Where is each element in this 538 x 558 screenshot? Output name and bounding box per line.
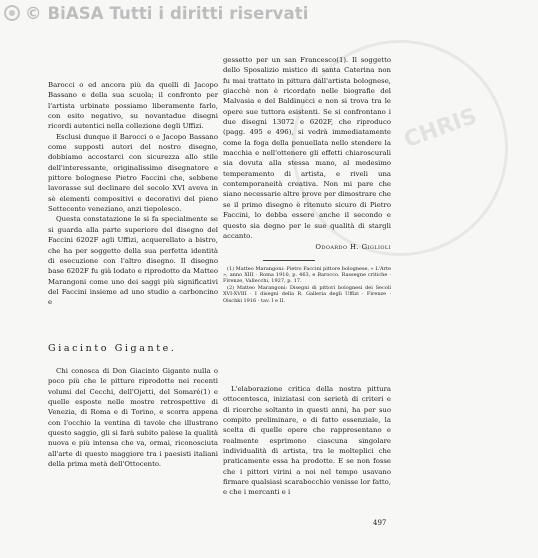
- seal-text: CHRIS: [400, 103, 481, 154]
- left-column-top: [48, 80, 218, 308]
- paragraph: L'elaborazione critica della nostra pittura ottocentesca, iniziatasi con serietà di criteri e di ricerche soltanto in questi anni, ha per suo compito preliminare, e di fatto essenziale, la scelta di quelle opere che rappresentano e realmente esprimono ciascuna singolare individualità di artista, tra le molteplici che praticamente essa ha prodotte. E se non fosse che i pittori virini a noi nel tempo usavano firmare qualsiasi scarabocchio venisse lor fatto, e che i mercanti e i: [223, 385, 391, 497]
- left-column-bottom: [48, 366, 218, 469]
- footnote: (2) Matteo Marangoni: Disegni di pittori bolognesi dei Secoli XVI-XVIII · I disegni della R. Galleria degli Uffizi · Firenze · Olschki 1916 · tav. I e II.: [223, 284, 391, 304]
- biasa-logo-icon: [4, 5, 20, 21]
- right-column-bottom: [223, 384, 391, 498]
- paragraph: Esclusi dunque il Barocci o e Jacopo Bassano come supposti autori del nostro disegno, dobbiamo accostarci con sicurezza allo stile dell'interessante, originalissimo disegnatore e pittore bolognese Pietro Faccini che, sebbene lavorasse sul declinare del secolo XVI aveva in sè elementi compositivi e decorativi del pieno Settecento veneziano, anzi tiepolesco.: [48, 132, 218, 214]
- paragraph: Barocci o ed ancora più da quelli di Jacopo Bassano e della sua scuola; il confronto per l'artista urbinate possiamo liberamente farlo, con esito negativo, su novantadue disegni ricordi autentici nella collezione degli Uffizi.: [48, 81, 218, 131]
- right-column-top: [223, 55, 391, 304]
- section-heading: Giacinto Gigante.: [48, 343, 177, 354]
- page-number: 497: [373, 519, 387, 527]
- paragraph: gessetto per un san Francesco(1). Il soggetto dello Sposalizio mistico di santa Caterina non fu mai trattato in pittura dall'artista bolognese, giacchè non è ricordato nelle biografie del Malvasia e del Baldinucci e non si trova tra le opere sue tuttora esistenti. Se si confrontano i due disegni 13072 e 6202F, che riproduco (pagg. 495 e 496), si vedrà immediatamente come la foga della penuellata nello stendere la macchia e nell'ottenere gli effetti chiaroscurali sia dovuta alla stessa mano, al medesimo temperamento di artista, e riveli una contemporaneità creativa. Non mi pare che siano necessarie altre prove per dimostrare che se il primo disegno è ritenuto sicuro di Pietro Faccini, lo debba essere anche il secondo e questo sia degno per le sue qualità di stargli accanto.: [223, 56, 391, 240]
- footnotes: [223, 266, 391, 304]
- watermark: [4, 2, 430, 24]
- paragraph: Chi conosca di Don Giacinto Gigante nulla o poco più che le pitture riprodotte nei recenti volumi del Cecchi, dell'Ojetti, del Somaré(1) e quelle esposte nelle mostre retrospettive di Venezia, di Roma e di Torino, e scorra appena con l'occhio la ventina di tavole che illustrano questo saggio, gli si farà subito palese la qualità nuova e più intensa che va, ormai, riconosciuta all'arte di questo maggiore tra i paesisti italiani della prima metà dell'Ottocento.: [48, 367, 218, 469]
- watermark-text: © BiASA Tutti i diritti riservati: [25, 3, 309, 23]
- author-signature: Odoardo H. Giglioli: [315, 243, 391, 252]
- footnote: (1) Matteo Marangoni: Pietro Faccini pittore bolognese, « L'Arte », anno XIII · Roma 1910, p. 463, e Barocco. Rassegne critiche · Firenze, Vallecchi, 1927, p. 17.: [223, 265, 391, 285]
- footnote-divider: [263, 260, 315, 261]
- paragraph: Questa constatazione le si fa specialmente se si guarda alla parte superiore del disegno del Faccini 6202F agli Uffizi, acquerellato a bistro, che ha per soggetto della sua perfetta identità di esecuzione con l'altro disegno. Il disegno base 6202F fu già lodato e riprodotto da Matteo Marangoni come uno dei saggi più significativi del Faccini insieme ad uno studio a carboncino e: [48, 215, 218, 307]
